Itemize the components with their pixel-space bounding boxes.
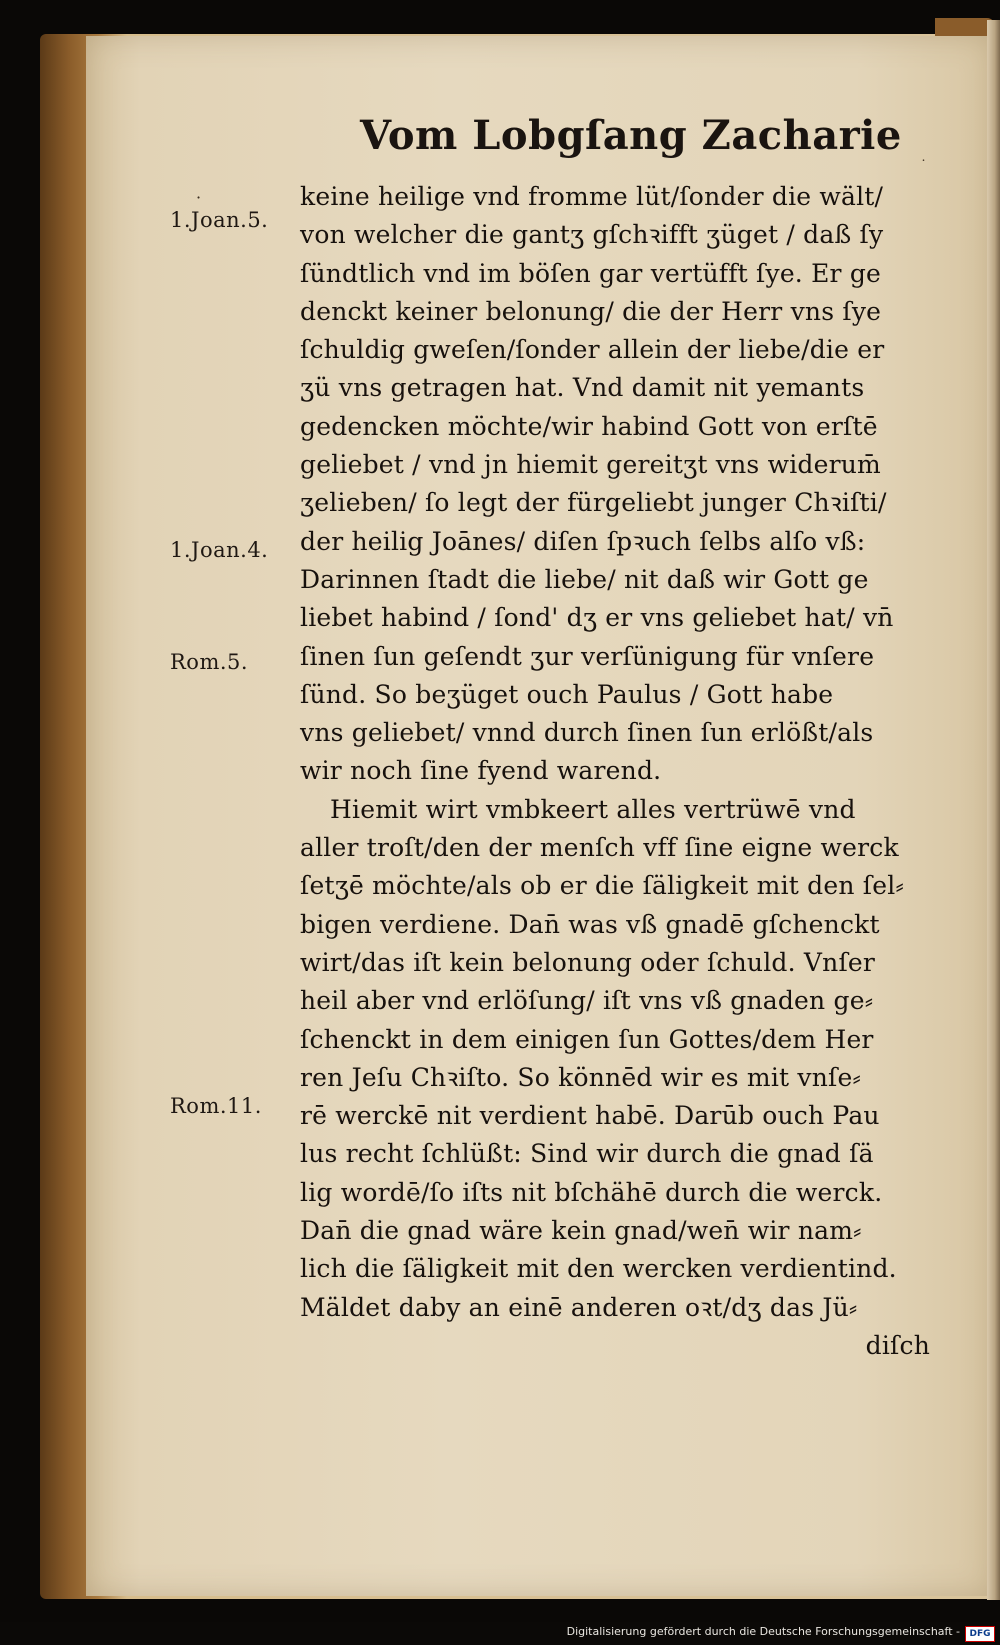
catchword: diſch (865, 1330, 930, 1360)
text-line: Dan̄ die gnad wäre kein gnad/wen̄ wir nam⸗ (300, 1216, 862, 1246)
text-line: von welcher die gantʒ gſchꝛifft ʒüget / daß ſy (300, 220, 884, 250)
text-line: ſchuldig gweſen/ſonder allein der liebe/die er (300, 335, 885, 365)
text-line: vns geliebet/ vnnd durch ſinen ſun erlößt/als (300, 718, 874, 748)
text-line: wirt/das iſt kein belonung oder ſchuld. Vnſer (300, 947, 876, 977)
text-line: lig wordē/ſo iſts nit bſchähē durch die werck. (300, 1177, 883, 1207)
text-line: ʒü vns getragen hat. Vnd damit nit yemants (300, 373, 865, 403)
text-line: ſündtlich vnd im böſen gar vertüfft ſye. Er ge (300, 258, 882, 288)
text-line: denckt keiner belonung/ die der Herr vns ſye (300, 296, 882, 326)
page-edge-strip (987, 20, 1000, 1600)
text-line: wir noch ſine fyend warend. (300, 756, 662, 786)
dfg-logo: DFG (965, 1626, 995, 1642)
margin-note-1joan5: 1.Joan.5. (170, 208, 269, 232)
text-line: rē werckē nit verdient habē. Darūb ouch Pau (300, 1101, 880, 1131)
margin-note-rom11: Rom.11. (170, 1094, 262, 1118)
body-text-block (300, 178, 980, 1365)
ink-mark-left: · (196, 188, 202, 207)
text-line: Darinnen ſtadt die liebe/ nit daß wir Gott ge (300, 564, 869, 594)
text-line: lus recht ſchlüßt: Sind wir durch die gnad ſä (300, 1139, 874, 1169)
digitization-credit: Digitalisierung gefördert durch die Deutsche Forschungsgemeinschaft - (566, 1625, 960, 1638)
text-line: Hiemit wirt vmbkeert alles vertrüwē vnd (330, 794, 856, 824)
ink-mark-top: ˙ (920, 158, 927, 174)
text-line: geliebet / vnd jn hiemit gereitʒt vns widerum̄ (300, 450, 881, 480)
margin-note-rom5: Rom.5. (170, 650, 249, 674)
text-line: liebet habind / ſond' dʒ er vns geliebet hat/ vn̄ (300, 603, 894, 633)
text-line: aller troſt/den der menſch vff ſine eigne werck (300, 833, 899, 863)
text-line: heil aber vnd erlöſung/ iſt vns vß gnaden ge⸗ (300, 986, 874, 1016)
text-line: Mäldet daby an einē anderen oꝛt/dʒ das Jü⸗ (300, 1292, 858, 1322)
text-line: ſchenckt in dem einigen ſun Gottes/dem Her (300, 1024, 874, 1054)
text-line: ſinen ſun geſendt ʒur verſünigung für vnſere (300, 641, 875, 671)
running-header: Vom Lobgſang Zacharie (360, 112, 902, 159)
text-line: ʒelieben/ ſo legt der fürgeliebt junger Chꝛiſti/ (300, 488, 887, 518)
text-line: bigen verdiene. Dan̄ was vß gnadē gſchenckt (300, 909, 880, 939)
text-line: gedencken möchte/wir habind Gott von erſtē (300, 411, 878, 441)
text-line: ſetʒē möchte/als ob er die ſäligkeit mit den ſel⸗ (300, 871, 904, 901)
margin-note-1joan4: 1.Joan.4. (170, 538, 269, 562)
text-line: ren Jeſu Chꝛiſto. So könnēd wir es mit vnſe⸗ (300, 1062, 862, 1092)
text-line: ſünd. So beʒüget ouch Paulus / Gott habe (300, 679, 834, 709)
text-line: lich die ſäligkeit mit den wercken verdientind. (300, 1254, 897, 1284)
text-line: keine heilige vnd fromme lüt/ſonder die wält/ (300, 182, 884, 211)
text-line: der heilig Joānes/ diſen ſpꝛuch ſelbs alſo vß: (300, 526, 866, 556)
